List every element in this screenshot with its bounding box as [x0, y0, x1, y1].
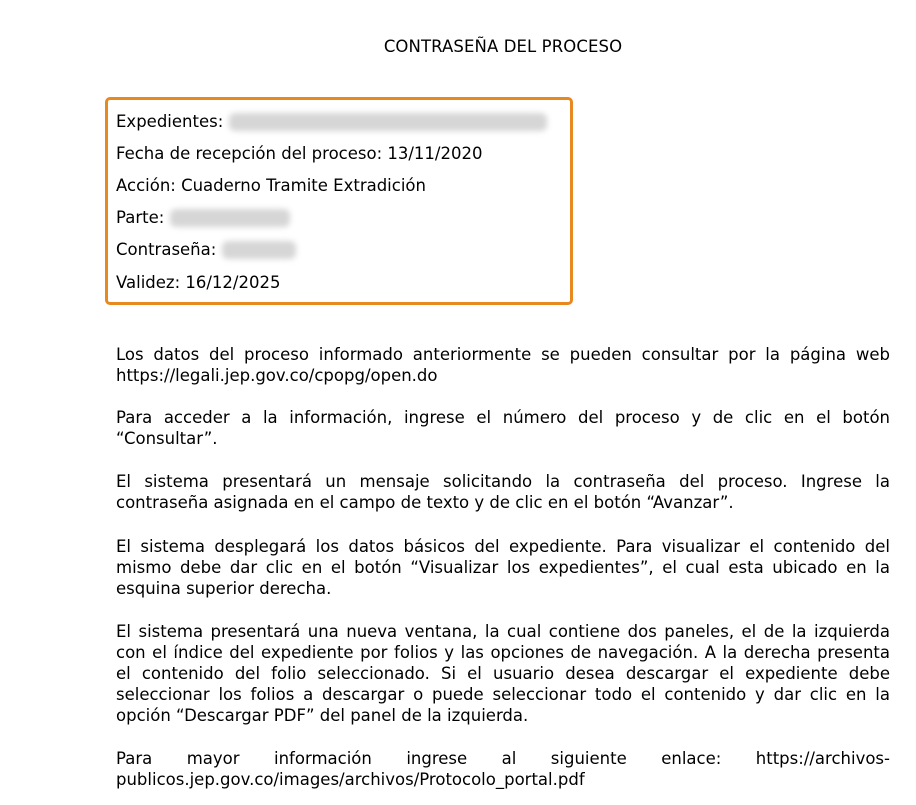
parte-row: [116, 208, 290, 227]
fecha-recepcion-text: Fecha de recepción del proceso: 13/11/2020: [116, 144, 483, 163]
paragraph-contrasena: El sistema presentará un mensaje solicitando la contraseña del proceso. Ingrese la contraseña asignada en el campo de texto y de clic en el botón “Avanzar”.: [116, 472, 890, 512]
expedientes-row: [116, 112, 547, 131]
validez-text: Validez: 16/12/2025: [116, 273, 281, 292]
paragraph-mayor-informacion: Para mayor información ingrese al siguiente enlace: https://archivos-publicos.jep.gov.co/images/archivos/Protocolo_portal.pdf: [116, 749, 890, 789]
contrasena-row: [116, 240, 296, 259]
parte-redacted-value: [170, 209, 290, 227]
accion-text: Acción: Cuaderno Tramite Extradición: [116, 176, 426, 195]
paragraph-datos-basicos: El sistema desplegará los datos básicos del expediente. Para visualizar el contenido del mismo debe dar clic en el botón “Visualizar los expedientes”, el cual esta ubicado en la esquina superior derecha.: [116, 537, 890, 598]
expedientes-label: Expedientes:: [116, 112, 224, 131]
paragraph-consulta-web: Los datos del proceso informado anteriormente se pueden consultar por la página web https://legali.jep.gov.co/cpopg/open.do: [116, 345, 890, 385]
validez-row: [116, 273, 280, 292]
contrasena-redacted-value: [222, 241, 296, 259]
paragraph-acceder-info: Para acceder a la información, ingrese el número del proceso y de clic en el botón “Consultar”.: [116, 408, 890, 448]
parte-label: Parte:: [116, 208, 165, 227]
accion-row: [116, 176, 426, 195]
contrasena-label: Contraseña:: [116, 240, 217, 259]
expedientes-redacted-value: [229, 113, 547, 131]
document-title: CONTRASEÑA DEL PROCESO: [383, 37, 623, 56]
fecha-recepcion-row: [116, 144, 482, 163]
paragraph-nueva-ventana: El sistema presentará una nueva ventana, la cual contiene dos paneles, el de la izquierda con el índice del expediente por folios y las opciones de navegación. A la derecha presenta el contenido del folio seleccionado. Si el usuario desea descargar el expediente debe seleccionar los folios a descargar o puede seleccionar todo el contenido y dar clic en la opción “Descargar PDF” del panel de la izquierda.: [116, 622, 890, 725]
